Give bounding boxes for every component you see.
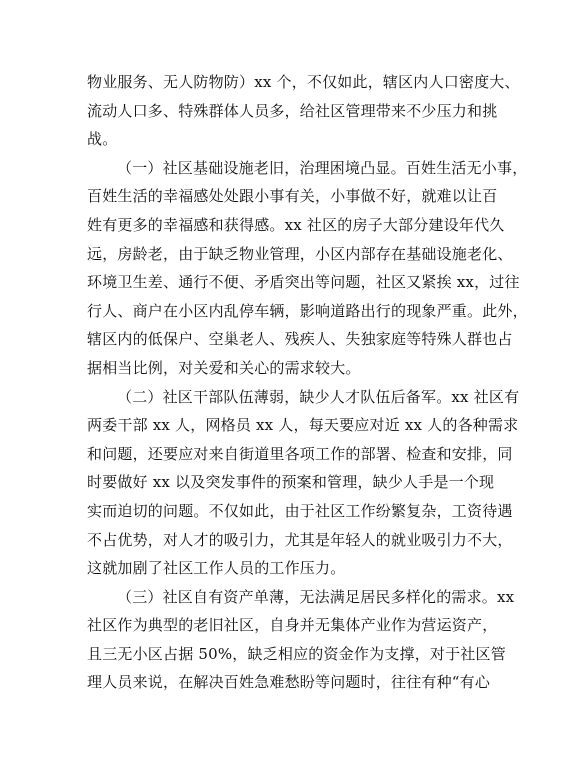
text-line: 远，房龄老，由于缺乏物业管理，小区内部存在基础设施老化、 [87,244,513,263]
text-line: 这就加剧了社区工作人员的工作压力。 [87,559,346,578]
paragraph-heading-line: （三）社区自有资产单薄，无法满足居民多样化的需求。xx [117,587,515,606]
paragraph-heading-line: （一）社区基础设施老旧，治理困境凸显。百姓生活无小事， [117,158,528,177]
text-line: 姓有更多的幸福感和获得感。xx 社区的房子大部分建设年代久 [87,215,505,234]
text-line: 时要做好 xx 以及突发事件的预案和管理，缺少人手是一个现 [87,473,495,492]
text-line: 理人员来说，在解决百姓急难愁盼等问题时，往往有种“有心 [87,673,491,692]
text-line: 和问题，还要应对来自街道里各项工作的部署、检查和安排，同 [87,444,513,463]
text-line: 社区作为典型的老旧社区，自身并无集体产业作为营运资产， [87,616,498,635]
text-line: 流动人口多、特殊群体人员多，给社区管理带来不少压力和挑 [87,101,498,120]
text-line: 战。 [87,130,118,149]
paragraph-heading-line: （二）社区干部队伍薄弱，缺少人才队伍后备军。xx 社区有 [117,387,520,406]
text-line: 环境卫生差、通行不便、矛盾突出等问题，社区又紧挨 xx，过往 [87,273,520,292]
text-line: 且三无小区占据 50%，缺乏相应的资金作为支撑，对于社区管 [87,644,506,663]
text-line: 百姓生活的幸福感处处跟小事有关，小事做不好，就难以让百 [87,187,498,206]
text-line: 辖区内的低保户、空巢老人、残疾人、失独家庭等特殊人群也占 [87,330,513,349]
text-line: 实而迫切的问题。不仅如此，由于社区工作纷繁复杂，工资待遇 [87,501,513,520]
text-line: 两委干部 xx 人，网格员 xx 人，每天要应对近 xx 人的各种需求 [87,416,519,435]
text-line: 据相当比例，对关爱和关心的需求较大。 [87,358,361,377]
text-line: 不占优势，对人才的吸引力，尤其是年轻人的就业吸引力不大， [87,530,513,549]
text-line: 物业服务、无人防物防）xx 个，不仅如此，辖区内人口密度大、 [87,73,520,91]
text-line: 行人、商户在小区内乱停车辆，影响道路出行的现象严重。此外， [87,301,528,320]
body-text [87,68,528,697]
